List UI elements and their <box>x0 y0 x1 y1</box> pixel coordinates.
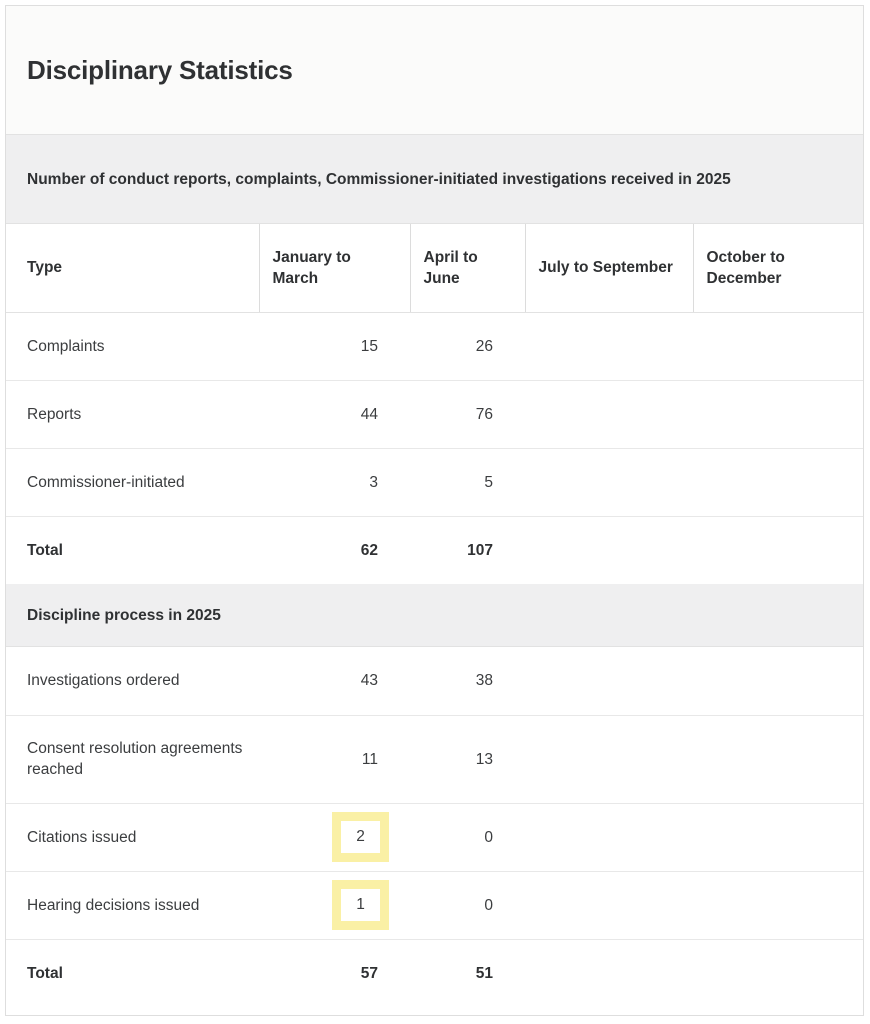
cell-q3 <box>525 312 693 380</box>
cell-q3 <box>525 871 693 939</box>
cell-q3 <box>525 380 693 448</box>
cell-q2: 38 <box>410 647 525 715</box>
column-header-type: Type <box>6 224 259 312</box>
discipline-process-table-body <box>6 647 863 1007</box>
discipline-process-table <box>6 647 863 1007</box>
cell-q1: 43 <box>259 647 410 715</box>
cell-q3 <box>525 647 693 715</box>
column-header-april-to-june: April to June <box>410 224 525 312</box>
row-label-total: Total <box>6 516 259 584</box>
cell-q3 <box>525 715 693 803</box>
cell-q2: 26 <box>410 312 525 380</box>
conduct-reports-table-body <box>6 312 863 584</box>
cell-q1: 11 <box>259 715 410 803</box>
column-header-october-to-december: October to December <box>693 224 863 312</box>
row-label: Hearing decisions issued <box>6 871 259 939</box>
page-title: Disciplinary Statistics <box>27 55 293 85</box>
section-heading-discipline-process <box>6 584 863 647</box>
cell-q4 <box>693 803 863 871</box>
cell-q1 <box>259 871 410 939</box>
table-row <box>6 803 863 871</box>
cell-q3 <box>525 448 693 516</box>
row-label: Commissioner-initiated <box>6 448 259 516</box>
table-header <box>6 224 863 312</box>
row-label: Citations issued <box>6 803 259 871</box>
cell-q3 <box>525 803 693 871</box>
row-label: Reports <box>6 380 259 448</box>
cell-total-q1: 57 <box>259 939 410 1007</box>
row-label: Complaints <box>6 312 259 380</box>
cell-total-q3 <box>525 516 693 584</box>
row-label: Investigations ordered <box>6 647 259 715</box>
table-header-row <box>6 224 863 312</box>
table-row <box>6 647 863 715</box>
cell-q1: 44 <box>259 380 410 448</box>
card-title-band <box>6 6 863 135</box>
cell-q1 <box>259 803 410 871</box>
cell-q4 <box>693 647 863 715</box>
cell-q2: 0 <box>410 803 525 871</box>
cell-q2: 0 <box>410 871 525 939</box>
highlight-box: 2 <box>332 812 389 862</box>
table-row-total <box>6 939 863 1007</box>
highlight-box: 1 <box>332 880 389 930</box>
cell-total-q2: 107 <box>410 516 525 584</box>
disciplinary-statistics-card <box>5 5 864 1016</box>
cell-q2: 76 <box>410 380 525 448</box>
cell-q4 <box>693 380 863 448</box>
cell-total-q4 <box>693 516 863 584</box>
cell-total-q4 <box>693 939 863 1007</box>
table-row <box>6 715 863 803</box>
cell-q4 <box>693 871 863 939</box>
row-label-total: Total <box>6 939 259 1007</box>
row-label: Consent resolution agreements reached <box>6 715 259 803</box>
cell-total-q3 <box>525 939 693 1007</box>
cell-q4 <box>693 312 863 380</box>
table-row-total <box>6 516 863 584</box>
cell-q2: 13 <box>410 715 525 803</box>
section-heading-conduct-reports <box>6 135 863 224</box>
conduct-reports-table <box>6 224 863 584</box>
cell-q1: 15 <box>259 312 410 380</box>
section-heading-text: Number of conduct reports, complaints, Commissioner-initiated investigations received in 2025 <box>27 170 731 188</box>
cell-total-q2: 51 <box>410 939 525 1007</box>
column-header-january-to-march: January to March <box>259 224 410 312</box>
cell-q4 <box>693 448 863 516</box>
cell-total-q1: 62 <box>259 516 410 584</box>
column-header-july-to-september: July to September <box>525 224 693 312</box>
table-row <box>6 380 863 448</box>
table-row <box>6 312 863 380</box>
table-row <box>6 448 863 516</box>
section-heading-text: Discipline process in 2025 <box>27 606 221 624</box>
table-row <box>6 871 863 939</box>
cell-q4 <box>693 715 863 803</box>
cell-q2: 5 <box>410 448 525 516</box>
cell-q1: 3 <box>259 448 410 516</box>
